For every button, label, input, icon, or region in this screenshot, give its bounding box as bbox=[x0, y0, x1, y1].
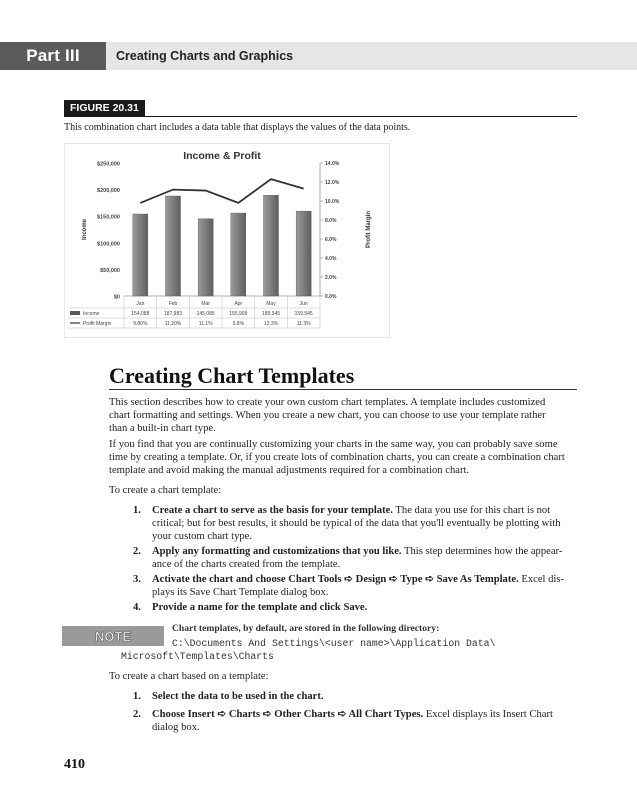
data-table-cell: 12.3% bbox=[263, 321, 279, 327]
x-tick-label: Mar bbox=[201, 301, 210, 307]
step-bold: Select the data to be used in the chart. bbox=[152, 691, 324, 702]
step-item bbox=[133, 708, 579, 734]
step-text bbox=[152, 601, 579, 614]
y-axis-title: Income bbox=[82, 218, 88, 241]
y2-tick-label: 14.0% bbox=[325, 161, 340, 167]
step-bold: Provide a name for the template and click Save. bbox=[152, 602, 368, 613]
data-table-cell: 154,088 bbox=[131, 311, 150, 317]
step-item bbox=[133, 545, 579, 571]
data-table-cell: 11.20% bbox=[164, 321, 182, 327]
y2-tick-label: 8.0% bbox=[325, 218, 337, 224]
step-line: your custom chart type. bbox=[152, 531, 253, 542]
step-number: 3. bbox=[133, 574, 141, 585]
data-table-cell: 187,983 bbox=[163, 311, 183, 317]
paragraph-line: than a built-in chart type. bbox=[109, 423, 216, 434]
data-table-cell: 11.3% bbox=[296, 321, 311, 327]
figure-label: FIGURE 20.31 bbox=[64, 100, 145, 116]
income-bar bbox=[231, 213, 246, 296]
y2-tick-label: 4.0% bbox=[325, 256, 337, 262]
legend-label-income: Income bbox=[83, 311, 100, 317]
step-number: 4. bbox=[133, 602, 141, 613]
step-number: 2. bbox=[133, 709, 141, 720]
paragraph-line: time by creating a template. Or, if you create lots of combination charts, you can create a combination chart bbox=[109, 452, 565, 463]
paragraph-line: This section describes how to create your own custom chart templates. A template includes customized bbox=[109, 397, 546, 408]
step-line: ance of the charts created from the template. bbox=[152, 559, 341, 570]
figure-caption: This combination chart includes a data table that displays the values of the data points. bbox=[64, 122, 411, 133]
step-number: 1. bbox=[133, 505, 141, 516]
paragraph-line: If you find that you are continually customizing your charts in the same way, you can probably save some bbox=[109, 439, 558, 450]
step-bold: Apply any formatting and customizations that you like. bbox=[152, 546, 402, 557]
step-text bbox=[152, 573, 579, 599]
y2-tick-label: 12.0% bbox=[325, 180, 340, 186]
step-line: The data you use for this chart is not bbox=[392, 505, 551, 516]
paragraph-line: template and avoid making the manual adjustments required for a combination chart. bbox=[109, 465, 470, 476]
step-line: This step determines how the appear- bbox=[401, 546, 563, 557]
running-header bbox=[0, 42, 637, 70]
step-text bbox=[152, 690, 579, 703]
note-badge-label: NOTE bbox=[94, 629, 132, 644]
note-badge bbox=[62, 626, 164, 646]
y-tick-label: $200,000 bbox=[97, 188, 120, 195]
step-bold: Choose Insert ➪ Charts ➪ Other Charts ➪ All Chart Types. bbox=[152, 709, 424, 720]
data-table-cell: 159,545 bbox=[294, 311, 313, 317]
data-table-cell: 9.80% bbox=[133, 321, 148, 327]
part-label: Part III bbox=[0, 42, 106, 70]
chart-title: Income & Profit bbox=[183, 150, 261, 162]
y-tick-label: $0 bbox=[113, 294, 120, 301]
section-title: Creating Chart Templates bbox=[109, 363, 355, 388]
x-tick-label: Jun bbox=[299, 301, 308, 307]
data-table-cell: 155,909 bbox=[229, 311, 248, 317]
step-line: dialog box. bbox=[152, 722, 200, 733]
step-item bbox=[133, 573, 579, 599]
code-path-line: Microsoft\Templates\Charts bbox=[121, 651, 274, 662]
note-text: Chart templates, by default, are stored in the following directory: bbox=[172, 623, 440, 634]
x-tick-label: Apr bbox=[234, 301, 243, 307]
step-item bbox=[133, 690, 579, 703]
step-item bbox=[133, 601, 579, 614]
code-path-line: C:\Documents And Settings\<user name>\Application Data\ bbox=[172, 638, 496, 649]
x-tick-label: May bbox=[266, 301, 276, 307]
combination-chart bbox=[64, 143, 390, 338]
page-number: 410 bbox=[64, 757, 85, 772]
step-line: Excel displays its Insert Chart bbox=[423, 709, 553, 720]
y2-tick-label: 10.0% bbox=[325, 199, 340, 205]
income-bar bbox=[296, 211, 311, 296]
y-tick-label: $250,000 bbox=[97, 161, 120, 168]
y2-axis-title: Profit Margin bbox=[366, 211, 372, 248]
data-table-cell: 11.1% bbox=[198, 321, 213, 327]
step-bold: Create a chart to serve as the basis for your template. bbox=[152, 505, 393, 516]
y-tick-label: $100,000 bbox=[97, 241, 120, 248]
legend-key-income bbox=[70, 311, 80, 315]
intro-paragraph bbox=[109, 396, 579, 435]
step-line: Excel dis- bbox=[518, 574, 565, 585]
y2-tick-label: 2.0% bbox=[325, 275, 337, 281]
income-bar bbox=[263, 195, 278, 296]
x-tick-label: Feb bbox=[168, 301, 178, 307]
step-text bbox=[152, 545, 579, 571]
steps-intro: To create a chart template: bbox=[109, 485, 222, 496]
data-table-cell: 9.8% bbox=[232, 321, 245, 327]
income-bar bbox=[133, 214, 148, 296]
x-tick-label: Jan bbox=[136, 301, 145, 307]
step-line: plays its Save Chart Template dialog box. bbox=[152, 587, 329, 598]
income-bar bbox=[198, 219, 213, 296]
step-number: 2. bbox=[133, 546, 141, 557]
step-text bbox=[152, 708, 579, 734]
chart-svg bbox=[64, 143, 390, 338]
y2-tick-label: 0.0% bbox=[325, 294, 337, 300]
step-line: critical; but for best results, it should be typical of the data that you'll eventually be plotting with bbox=[152, 518, 561, 529]
y-tick-label: $150,000 bbox=[97, 214, 120, 221]
step-number: 1. bbox=[133, 691, 141, 702]
data-table-cell: 145,085 bbox=[196, 311, 215, 317]
paragraph-line: chart formatting and settings. When you create a new chart, you can choose to use your template rather bbox=[109, 410, 546, 421]
step-bold: Activate the chart and choose Chart Tools ➪ Design ➪ Type ➪ Save As Template. bbox=[152, 574, 519, 585]
data-table-cell: 189,345 bbox=[261, 311, 281, 317]
running-header-title: Creating Charts and Graphics bbox=[116, 49, 294, 63]
legend-label-profit: Profit Margin bbox=[83, 321, 112, 327]
section-rule bbox=[109, 389, 577, 390]
income-bar bbox=[165, 196, 180, 296]
step-item bbox=[133, 504, 579, 543]
figure-rule bbox=[64, 116, 577, 117]
y-tick-label: $50,000 bbox=[100, 267, 120, 274]
y2-tick-label: 6.0% bbox=[325, 237, 337, 243]
template-paragraph bbox=[109, 438, 579, 477]
steps2-intro: To create a chart based on a template: bbox=[109, 671, 269, 682]
step-text bbox=[152, 504, 579, 543]
